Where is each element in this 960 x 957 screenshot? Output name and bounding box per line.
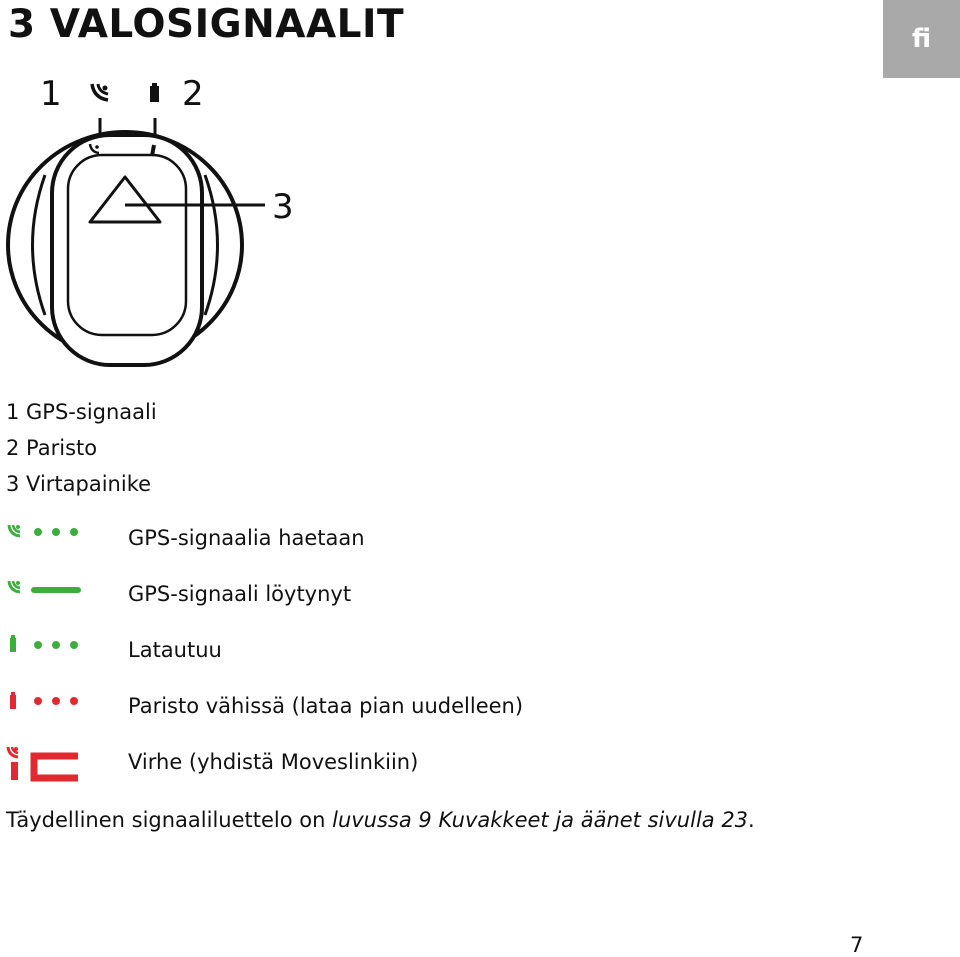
- signal-label: Latautuu: [128, 638, 222, 662]
- legend-item: 1 GPS-signaali: [6, 400, 157, 424]
- signal-row: [0, 632, 960, 672]
- language-tab: fi: [883, 0, 960, 78]
- battery-icon: [150, 83, 159, 102]
- gps-signal-icon: [92, 84, 108, 100]
- signal-label: Virhe (yhdistä Moveslinkiin): [128, 750, 419, 774]
- signal-row: [0, 576, 960, 616]
- signal-label: Paristo vähissä (lataa pian uudelleen): [128, 694, 524, 718]
- callout-2: 2: [182, 74, 204, 114]
- battery-blinking-green-icon: [6, 632, 86, 662]
- page-number: 7: [850, 933, 864, 957]
- battery-blinking-red-icon: [6, 688, 86, 718]
- signal-label: GPS-signaali löytynyt: [128, 582, 352, 606]
- device-figure: [0, 60, 320, 380]
- page-title: 3 VALOSIGNAALIT: [8, 2, 405, 47]
- signal-row: [0, 688, 960, 728]
- signal-label: GPS-signaalia haetaan: [128, 526, 365, 550]
- chapter-reference-link[interactable]: luvussa 9 Kuvakkeet ja äänet sivulla 23: [332, 808, 749, 832]
- callout-1: 1: [40, 74, 62, 114]
- signal-row: [0, 520, 960, 560]
- footer-text: Täydellinen signaaliluettelo on: [6, 808, 333, 832]
- footer-text-end: .: [748, 808, 755, 832]
- callout-3: 3: [272, 187, 294, 227]
- legend: [6, 394, 157, 502]
- gps-solid-green-icon: [6, 576, 86, 606]
- legend-item: 3 Virtapainike: [6, 472, 152, 496]
- legend-item: 2 Paristo: [6, 436, 98, 460]
- signal-row: [0, 744, 960, 784]
- footer-note: [6, 808, 755, 832]
- error-red-icon: [6, 744, 86, 784]
- gps-blinking-green-icon: [6, 520, 86, 550]
